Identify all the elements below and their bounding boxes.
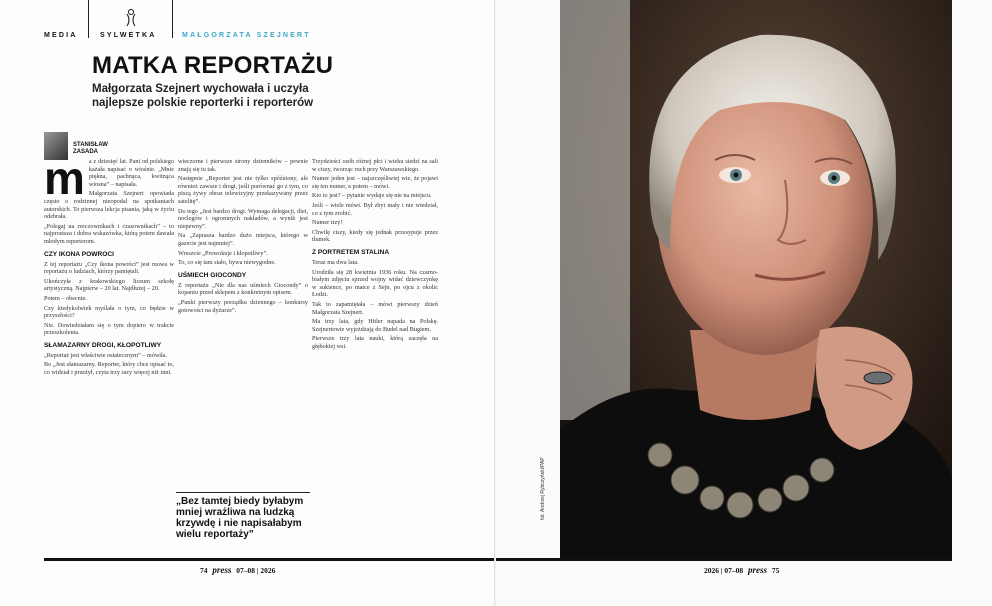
paragraph: Trzydzieści osób różnej płci i wieku siedzi na sali w ciszy, tworząc ruch przy Warszawskiego.: [312, 158, 438, 173]
paragraph: Na „Zaprasza bardzo dużo miejsca, którego w gazecie jest najmniej”.: [178, 232, 308, 247]
paragraph: Bo „Jest słamazarny. Reporter, który chce opisać to, co widział i przeżył, czyta trzy razy więcej niż inni.: [44, 361, 174, 377]
page-number: 75: [771, 566, 780, 575]
paragraph: Urodziła się 28 kwietnia 1936 roku. Na czarno-białym zdjęciu sprzed wojny widać dziewczynkę w sukience, po matce z Sejn, po ojcu z okolic Łodzi.: [312, 268, 438, 299]
bottom-rule: [496, 558, 992, 561]
paragraph: Teraz ma dwa lata.: [312, 258, 359, 266]
article-title: MATKA REPORTAŻU: [92, 52, 334, 79]
paragraph: Numer trzy!: [312, 219, 343, 227]
paragraph: Numer jeden jest – najszczęśliwiej wie, że pojawi się ten numer, a potem – mówi.: [312, 175, 438, 190]
magazine-logo: press: [212, 565, 232, 575]
text-column-2: [178, 158, 308, 486]
paragraph: a z dziesięć lat. Pani od polskiego każała napisać o wiośnie. „Mnie piękna, pachnąca, kwitnąca wiosna” – napisała.: [88, 158, 174, 188]
magazine-logo: press: [748, 565, 768, 575]
text-column-1: [44, 158, 174, 554]
bottom-rule: [44, 558, 496, 561]
paragraph: „Punkt pierwszy porządku dziennego – konkursy gotowości na dyżurze”.: [178, 298, 308, 314]
paragraph: Z tej reportażu „Czy ikona powróci” jest mowa w reportażu o ludziach, którzy pamiętali.: [44, 260, 174, 276]
page-number: 74: [200, 566, 208, 575]
left-folio: [200, 565, 275, 575]
paragraph: wieczorne i pierwsze strony dzienników ‒ pewnie znają się tu tak.: [178, 158, 308, 173]
paragraph: Z reportażu „Nie dla nas uśmiech Giocondy” o kopaniu przed sklepem z konkretnym opisem.: [178, 281, 308, 297]
subheading: SŁAMAZARNY DROGI, KŁOPOTLIWY: [44, 341, 162, 349]
paragraph: Wreszcie „Prowokuje i kłopotliwy”.: [178, 249, 268, 257]
issue-date: 2026 | 07–08: [704, 566, 744, 575]
right-folio: [704, 565, 779, 575]
pull-quote: „Bez tamtej biedy byłabym mniej wrażliwa na ludzką krzywdę i nie napisałabym wielu reportaży”: [176, 496, 304, 540]
page-margin: [952, 0, 992, 606]
subheading: Z PORTRETEM STALINA: [312, 248, 390, 256]
author-last-name: ZASADA: [73, 149, 98, 155]
article-subtitle: Małgorzata Szejnert wychowała i uczyła najlepsze polskie reporterki i reporterów: [92, 83, 314, 109]
profile-icon: [124, 8, 138, 28]
author-byline: [73, 142, 133, 156]
paragraph: Jeśli – wiele mówi. Był zbyt mały i nie wiedział, co z tym zrobić.: [312, 201, 438, 217]
text-column-3: [312, 158, 438, 550]
paragraph: Czy kiedykolwiek myślała o tym, co będzie w przyszłości?: [44, 304, 174, 320]
author-avatar: [44, 132, 68, 160]
paragraph: Następnie „Reporter jest nie tylko spóźniony, ale również zawsze i drogi, jeśli porównać go z tym, co piszą żywy obraz telewizyjny przekazywany przez satelitę”.: [178, 175, 308, 205]
paragraph: Małgorzata Szejnert opowiada często o rodzinnej nieopodal na spotkaniach autorskich. To pierwsza lekcja pisania, jaką w życiu odebrała.: [44, 190, 174, 221]
portrait-illustration: [560, 0, 952, 558]
subheading: CZY IKONA POWROCI: [44, 250, 114, 258]
paragraph: Potem – obecnie.: [44, 294, 87, 302]
author-first-name: STANISŁAW: [73, 142, 108, 148]
paragraph: To, co się tam stało, bywa niewygodne.: [178, 259, 276, 267]
paragraph: Ma trzy lata, gdy Hitler napada na Polskę. Szejnertowie wyjeżdżają do Budel nad Bugiem.: [312, 318, 438, 333]
paragraph: Kto to jest? – pytanie wydaje się nie na miejscu.: [312, 192, 432, 200]
header-divider: [88, 0, 89, 38]
paragraph: Ukończyła z krakowskiego liceum szkołę artystyczną. Najpierw – 20 lat. Najdłużej – 20.: [44, 277, 174, 293]
photo-credit: fot. Andrzej Rybczyński/PAP: [540, 457, 546, 520]
header-divider: [172, 0, 173, 38]
paragraph: Chwilę ciszy, kiedy się jednak przesypuje przez tłumek.: [312, 228, 438, 244]
paragraph: „Reportaż jest właściwie ostatecznym” – mówiła.: [44, 351, 168, 359]
paragraph: Nie. Dowiedziałam się o tym dopiero w trakcie przeszkolenia.: [44, 321, 174, 337]
person-label: MAŁGORZATA SZEJNERT: [182, 32, 311, 39]
subsection-label: SYLWETKA: [100, 32, 157, 39]
section-label: MEDIA: [44, 32, 78, 39]
paragraph: Do tego „Jest bardzo drogi. Wymaga delegacji, diet, noclegów i ogromnych nakładów, a wynik jest niepewny”.: [178, 207, 308, 230]
paragraph: Tak to zapamiętała – mówi pierwszy dzień Małgorzata Szejnert.: [312, 300, 438, 316]
issue-date: 07–08 | 2026: [236, 566, 276, 575]
paragraph: Pierwsze trzy lata nauki, którą zaczęła na głębokiej wsi.: [312, 335, 438, 350]
drop-cap: m: [44, 158, 85, 204]
portrait-photo: [560, 0, 952, 558]
pull-quote-rule: [176, 492, 310, 493]
subheading: UŚMIECH GIOCONDY: [178, 271, 247, 279]
paragraph: „Polegaj na rzeczownikach i czasownikach” – to najprostsza i dobra wskazówka, którą potem dawała młodym reporterom.: [44, 222, 174, 245]
